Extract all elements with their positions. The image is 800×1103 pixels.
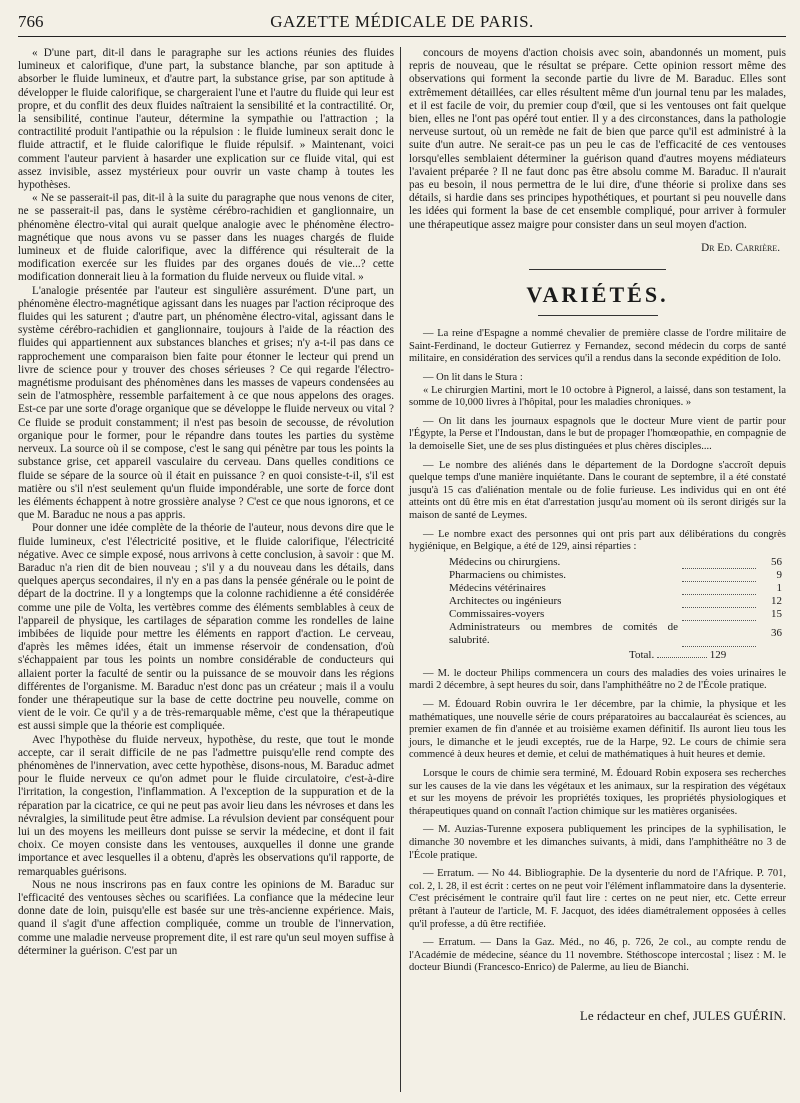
stats-value: 1 [776, 581, 782, 594]
news-item-intro: — Le nombre exact des personnes qui ont pris part aux délibérations du congrès hygiénique, en Belgique, a été de 129, ainsi réparties : [409, 528, 786, 553]
section-title: VARIÉTÉS. [526, 282, 669, 308]
page-header [18, 8, 786, 37]
stats-value: 9 [776, 568, 782, 581]
stats-leader [682, 569, 756, 582]
erratum-item: — Erratum. — No 44. Bibliographie. De la dysenterie du nord de l'Afrique. P. 701, col. 2, l. 28, il est écrit : certes on ne peut voir l'élément inflammatoire dans la dysenterie. C'est précisément le contraire qu'il faut lire : certes on ne peut nier, etc. Cette erreur prêtant à l'auteur de l'article, M. F. Jacquot, des idées diamétralement opposées à celles qu'il professe, a dû être rectifiée. [409, 868, 786, 930]
stats-leader [682, 595, 756, 608]
stats-label: Administrateurs ou membres de comités de salubrité. [449, 620, 678, 646]
stats-leader [682, 556, 756, 569]
news-item-quote: « Le chirurgien Martini, mort le 10 octobre à Pignerol, a laissé, dans son testament, la somme de 10,000 livres à l'hôpital, pour les maladies chroniques. » [409, 384, 786, 409]
two-column-body [18, 47, 786, 1092]
stats-value: 56 [771, 555, 782, 568]
news-item: — M. Édouard Robin ouvrira le 1er décembre, par la chimie, la physique et les mathématiques, une nouvelle série de cours préparatoires au baccalauréat ès sciences, au premier examen de fin d'année et au troisième examen définitif. Ils auront lieu tous les jours, le dimanche et le jeudi exceptés, rue de la Harpe, 92. Le cours de chimie sera commencé à deux heures et demie, et celui de mathématiques à huit heures et demie. [409, 699, 786, 761]
total-value: 129 [709, 649, 727, 662]
stats-value: 36 [771, 627, 782, 640]
paragraph: Nous ne nous inscrirons pas en faux contre les opinions de M. Baraduc sur l'efficacité des ventouses sèches ou scarifiées. La confiance que la médecine leur donne date de loin, puisqu'elle est basée sur une très-ancienne expérience. Mais, quand il s'agit d'une affection compliquée, comme un trouble de l'innervation, comme une maladie nerveuse proprement dite, il est rare qu'un seul moyen suffise à déterminer la guérison. C'est par un [18, 878, 394, 957]
page-number: 766 [18, 12, 44, 31]
congress-stats-table [449, 556, 786, 648]
paragraph: L'analogie présentée par l'auteur est singulière assurément. D'une part, un phénomène électro-magnétique agissant dans les nuages par l'action réciproque des fluides qui les saturent ; d'autre part, un phénomène électro-vital, agissant dans le système cérébro-rachidien et ganglionnaire, toujours à l'aide de la réaction des fluides qui appartiennent aux substances blanches et grises; n'y a-t-il pas dans ce rapprochement une comparaison bien faite pour étonner le lecteur qui prend un livre de science pour y trouver des choses sérieuses ? Ce qui regarde l'électro-magnétisme produisant des phénomènes dans les masses de vapeurs condensées au sein de l'atmosphère, ressemble parfaitement à ce que nous appelons des orages. Est-ce par une sorte d'orage organique que se développe le fluide nerveux ou vital ? Ce fluide se produit constamment; il n'est pas besoin de secousse, de révolution organique pour le former, pour le répandre dans toutes les parties du système nerveux. La source où il se compose, c'est le sang qui pénètre par tous les points la substance grise, cet appareil vasculaire du cerveau. Dans quelles conditions ce fluide se sépare de la source où il était en puissance ? en quoi consiste-t-il, s'il est matière ou s'il n'est seulement qu'un fluide impondérable, une sorte de force dont les éléments échappent à notre grossière analyse ? C'est ce que nous ignorons, et ce que M. Baraduc ne nous a pas appris. [18, 284, 394, 522]
paragraph: « D'une part, dit-il dans le paragraphe sur les actions réunies des fluides lumineux et calorifique, d'une part, la substance blanche, par son aptitude à absorber le fluide lumineux, et d'autre part, la substance grise, par son aptitude à développer le fluide calorifique, se chargeraient l'une et l'autre du fluide qui leur est propre, et du conflit des deux fluides naîtraient la sensibilité et la contractilité. Or, la sensibilité, continue l'auteur, détermine la sympathie ou l'attraction ; la contractilité produit l'antipathie ou la répulsion : le fluide lumineux serait donc le fluide attractif, et le fluide calorifique le fluide répulsif. » Maintenant, voici comment l'auteur parvient à hasarder une explication sur ce fluide vital, qui est assez invisible, assez mystérieux pour ouvrir un vaste champ à toutes les hypothèses. [18, 47, 394, 192]
stats-leader [682, 582, 756, 595]
stats-value: 15 [771, 607, 782, 620]
total-label: Total. [629, 649, 655, 662]
stats-leader [682, 621, 756, 647]
news-item: — On lit dans les journaux espagnols que le docteur Mure vient de partir pour l'Égypte, la Perse et l'Indoustan, dans le but de propager l'homœopathie, en compagnie de la demoiselle Siet, une de ses plus distinguées et plus chères disciples.... [409, 415, 786, 452]
stats-row [449, 556, 786, 569]
paragraph: Avec l'hypothèse du fluide nerveux, hypothèse, du reste, que tout le monde accepte, car il serait difficile de ne pas l'admettre puisqu'elle rend compte des phénomènes de l'innervation, avec cette hypothèse, disons-nous, M. Baraduc admet pour le fluide nerveux ce qu'on admet pour le fluide circulatoire, c'est-à-dire l'irritation, la congestion, l'inflammation. A l'exception de la suppuration et de la réparation par la cicatrice, ce qui ne peut pas avoir lieu dans les névroses et dans les névralgies, la similitude peut être admise. La révulsion devient par conséquent pour lui un des moyens les meilleurs dont puisse se servir la médecine, et dont il fait choix. Ce moyen consiste dans les ventouses, auxquelles il donne une grande importance et avec lesquelles il a obtenu, d'après les observations qu'il rapporte, de remarquables guérisons. [18, 733, 394, 878]
title-underline [538, 315, 658, 316]
erratum-item: — Erratum. — Dans la Gaz. Méd., no 46, p. 726, 2e col., au compte rendu de l'Académie de médecine, séance du 11 novembre. Stéthoscope intercostal ; lisez : M. le docteur Biundi (Francesco-Enrico) de Palerme, au lieu de Bianchi. [409, 937, 786, 974]
stats-row [449, 608, 786, 621]
stats-label: Médecins vétérinaires [449, 581, 546, 594]
stats-value: 12 [771, 594, 782, 607]
stats-label: Commissaires-voyers [449, 607, 545, 620]
stats-leader [682, 608, 756, 621]
stats-row [449, 595, 786, 608]
news-item: — M. le docteur Philips commencera un cours des maladies des voies urinaires le mardi 2 décembre, à sept heures du soir, dans l'amphithéâtre no 2 de l'École pratique. [409, 667, 786, 692]
stats-row [449, 582, 786, 595]
paragraph: Pour donner une idée complète de la théorie de l'auteur, nous devons dire que le fluide lumineux, c'est l'électricité positive, et le fluide calorifique, l'électricité négative. Avec ce simple exposé, nous arrivons à cette conclusion, à savoir : que M. Baraduc n'a rien dit de bien nouveau ; s'il y a du nouveau dans les détails, dans quelques aperçus secondaires, il n'y en a pas dans la pensée générale ou le point de départ de la doctrine. Il y a longtemps que la colonne rachidienne a été considérée comme une pile de Volta, les vertèbres comme des éléments semblables à ceux de l'appareil de physique, les cartilages de séparation comme les rondelles de laine imbibées de liquide pour mettre les éléments en rapport d'action. Le cerveau, d'après les mêmes idées, était un immense réservoir de condensation, d'où s'échappaient par tous les points un nombre considérable de conducteurs qui allaient porter la faculté de sentir ou la puissance de se mouvoir dans les régions différentes de l'organisme. M. Baraduc n'est donc pas un créateur ; mais il a voulu fonder une thérapeutique sur la base de cette doctrine peu nouvelle, comme on vient de le voir. Ce qu'il y a de très-remarquable même, c'est que la thérapeutique est aussi simple que la théorie est compliquée. [18, 522, 394, 733]
left-column [18, 47, 401, 1092]
section-divider [529, 269, 666, 270]
news-item: — La reine d'Espagne a nommé chevalier de première classe de l'ordre militaire de Saint-Ferdinand, le docteur Gutierrez y Fernandez, second médecin du corps de santé militaire, en considération des services qu'il a rendus dans la seconde expédition de Iolo. [409, 328, 786, 365]
stats-row [449, 569, 786, 582]
news-item: Lorsque le cours de chimie sera terminé, M. Édouard Robin exposera ses recherches sur les causes de la vie dans les végétaux et les animaux, sur la respiration des végétaux et sur les moyens de prévoir les propriétés toxiques, les propriétés physiologiques et thérapeutiques quand on connaît l'action chimique sur les matières organisées. [409, 768, 786, 817]
stats-total [629, 649, 786, 662]
right-column [401, 47, 786, 1092]
stats-label: Pharmaciens ou chimistes. [449, 568, 567, 581]
paragraph: concours de moyens d'action choisis avec soin, abandonnés un moment, puis repris de nouveau, que le résultat se prépare. Cette opinion ressort même des observations qui forment la seconde partie du livre de M. Baraduc. Elles sont extrêmement détaillées, car elles résultent même d'un journal tenu par les malades, et il est facile de voir, du premier coup d'œil, que si les ventouses ont fait quelque bien, elles ne l'ont pas opéré tout entier. Il y a des circonstances, dans la pathologie nerveuse surtout, où un remède ne fait de bien que parce qu'il est administré à la suite d'un autre. Ne serait-ce pas un peu le cas de l'efficacité de ces ventouses lorsqu'elles semblaient déterminer la guérison quand d'autres moyens médiateurs l'avaient préparée ? Il ne faut donc pas être absolu comme M. Baraduc. Il n'aurait pas eu besoin, il nous permettra de le lui dire, d'une théorie si prolixe dans ses détails, si hardie dans ses principes hypothétiques, et pourtant si peu nouvelle dans les idées qui forment la base de cet ensemble compliqué, pour arriver à formuler une thérapeutique assez maigre pour consister dans un seul moyen d'action. [409, 47, 786, 231]
journal-title: GAZETTE MÉDICALE DE PARIS. [270, 12, 534, 31]
editor-signature: Le rédacteur en chef, JULES GUÉRIN. [579, 1007, 786, 1023]
news-item-intro: — On lit dans le Stura : [423, 372, 523, 384]
author-signature: Dr Ed. Carrière. [701, 241, 780, 254]
stats-label: Médecins ou chirurgiens. [449, 555, 561, 568]
news-item: — M. Auzias-Turenne exposera publiquement les principes de la syphilisation, le dimanche 30 novembre et les dimanches suivants, à midi, dans l'amphithéâtre no 3 de l'École pratique. [409, 824, 786, 861]
paragraph: « Ne se passerait-il pas, dit-il à la suite du paragraphe que nous venons de citer, ne se passerait-il pas, dans le système cérébro-rachidien et ganglionnaire, un phénomène électro-vital qui aurait quelque analogie avec le phénomène électro-magnétique que nous avons vu se passer dans les nuages chargés de fluide lumineux et de fluide calorifique, avec la différence qui résulterait de la modification exercée sur les fluides par des organes doués de vie...? cette modification donnerait lieu à la formation du fluide nerveux ou fluide vital. » [18, 192, 394, 284]
stats-row [449, 621, 786, 647]
total-leader [657, 657, 707, 658]
stats-label: Architectes ou ingénieurs [449, 594, 562, 607]
news-item: — Le nombre des aliénés dans le département de la Dordogne s'accroît depuis quelque temps d'une manière inquiétante. Dans le courant de septembre, il a été constaté jusqu'à 15 cas d'aliénation mentale ou de folie furieuse. Les individus qui en ont été atteints ont dû être mis en état d'arrestation jusqu'au moment où ils seront dirigés sur la maison de santé de Leymes. [409, 459, 786, 521]
